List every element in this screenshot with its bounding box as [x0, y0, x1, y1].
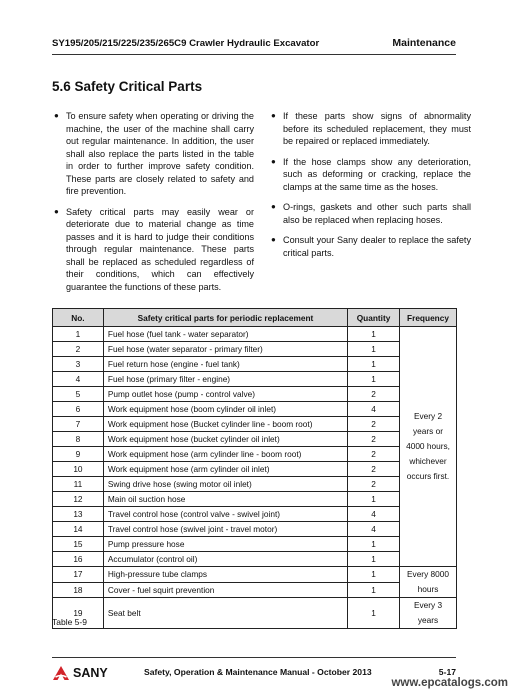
- quantity-cell: 4: [348, 402, 400, 417]
- row-number: 18: [53, 582, 104, 598]
- row-number: 16: [53, 552, 104, 567]
- page-header: [52, 36, 456, 55]
- bullet-item: [271, 201, 471, 226]
- safety-parts-table: [52, 308, 457, 629]
- section-title: 5.6 Safety Critical Parts: [52, 79, 203, 94]
- column-header-no: No.: [53, 309, 104, 327]
- row-number: 19: [53, 598, 104, 629]
- quantity-cell: 1: [348, 372, 400, 387]
- table-row: [53, 462, 457, 477]
- quantity-cell: 1: [348, 342, 400, 357]
- part-name: Travel control hose (control valve - swivel joint): [103, 507, 347, 522]
- table-row: [53, 492, 457, 507]
- table-body: [53, 327, 457, 629]
- bullet-item: [271, 156, 471, 194]
- part-name: Pump outlet hose (pump - control valve): [103, 387, 347, 402]
- table-row: [53, 342, 457, 357]
- part-name: Work equipment hose (boom cylinder oil inlet): [103, 402, 347, 417]
- table-header-row: [53, 309, 457, 327]
- row-number: 15: [53, 537, 104, 552]
- bullet-icon: ●: [54, 206, 59, 216]
- frequency-cell: Every 2 years or 4000 hours, whichever occurs first.: [400, 327, 457, 567]
- table-row: [53, 507, 457, 522]
- quantity-cell: 1: [348, 537, 400, 552]
- quantity-cell: 4: [348, 507, 400, 522]
- bullet-text: O-rings, gaskets and other such parts shall also be replaced when replacing hoses.: [283, 202, 471, 225]
- table-row: [53, 477, 457, 492]
- part-name: Seat belt: [103, 598, 347, 629]
- row-number: 6: [53, 402, 104, 417]
- manual-title: Safety, Operation & Maintenance Manual - October 2013: [144, 667, 372, 677]
- bullet-item: [54, 206, 254, 294]
- row-number: 7: [53, 417, 104, 432]
- part-name: Fuel hose (water separator - primary filter): [103, 342, 347, 357]
- part-name: Work equipment hose (Bucket cylinder line - boom root): [103, 417, 347, 432]
- row-number: 3: [53, 357, 104, 372]
- bullet-icon: ●: [271, 111, 276, 120]
- section-label: Maintenance: [392, 37, 456, 49]
- bullet-icon: ●: [271, 156, 276, 166]
- row-number: 8: [53, 432, 104, 447]
- part-name: Work equipment hose (arm cylinder line - boom root): [103, 447, 347, 462]
- row-number: 13: [53, 507, 104, 522]
- table-row: [53, 402, 457, 417]
- row-number: 5: [53, 387, 104, 402]
- bullet-icon: ●: [271, 202, 276, 211]
- part-name: Main oil suction hose: [103, 492, 347, 507]
- bullet-text: If the hose clamps show any deterioration, such as deforming or cracking, replace the clamps at the same time as the hoses.: [283, 156, 471, 192]
- part-name: Fuel hose (primary filter - engine): [103, 372, 347, 387]
- page-number: 5-17: [438, 667, 456, 677]
- bullet-item: [54, 110, 254, 198]
- part-name: Swing drive hose (swing motor oil inlet): [103, 477, 347, 492]
- part-name: Fuel return hose (engine - fuel tank): [103, 357, 347, 372]
- frequency-cell: Every 3 years: [400, 598, 457, 629]
- quantity-cell: 2: [348, 477, 400, 492]
- model-title: SY195/205/215/225/235/265C9 Crawler Hydraulic Excavator: [52, 38, 320, 49]
- table-row: [53, 447, 457, 462]
- right-bullet-column: [271, 110, 471, 267]
- quantity-cell: 2: [348, 432, 400, 447]
- quantity-cell: 1: [348, 327, 400, 342]
- row-number: 12: [53, 492, 104, 507]
- table-row: [53, 567, 457, 583]
- table-row: [53, 372, 457, 387]
- table-row: [53, 537, 457, 552]
- table-caption: Table 5-9: [52, 617, 87, 627]
- quantity-cell: 2: [348, 417, 400, 432]
- quantity-cell: 2: [348, 462, 400, 477]
- table-row: [53, 432, 457, 447]
- row-number: 2: [53, 342, 104, 357]
- column-header-part: Safety critical parts for periodic replacement: [103, 309, 347, 327]
- row-number: 4: [53, 372, 104, 387]
- bullet-icon: ●: [271, 235, 276, 244]
- part-name: Fuel hose (fuel tank - water separator): [103, 327, 347, 342]
- part-name: Work equipment hose (bucket cylinder oil inlet): [103, 432, 347, 447]
- row-number: 1: [53, 327, 104, 342]
- quantity-cell: 1: [348, 552, 400, 567]
- table-row: [53, 522, 457, 537]
- row-number: 10: [53, 462, 104, 477]
- table-row: [53, 552, 457, 567]
- part-name: Travel control hose (swivel joint - travel motor): [103, 522, 347, 537]
- quantity-cell: 1: [348, 357, 400, 372]
- table-row: [53, 327, 457, 342]
- frequency-cell: Every 8000 hours: [400, 567, 457, 598]
- quantity-cell: 1: [348, 582, 400, 598]
- table-row: [53, 417, 457, 432]
- sany-logo-icon: [52, 665, 70, 681]
- sany-logo: [52, 665, 108, 681]
- bullet-text: If these parts show signs of abnormality before its scheduled replacement, they must be repaired or replaced immediately.: [283, 111, 471, 146]
- bullet-text: To ensure safety when operating or driving the machine, the user of the machine shall carry out regular maintenance. In addition, the user shall also replace the parts listed in the table in order to further improve safety condition. These parts are closely related to safety and fire prevention.: [66, 111, 254, 196]
- part-name: Pump pressure hose: [103, 537, 347, 552]
- part-name: Cover - fuel squirt prevention: [103, 582, 347, 598]
- left-bullet-column: [54, 110, 254, 301]
- quantity-cell: 2: [348, 447, 400, 462]
- part-name: High-pressure tube clamps: [103, 567, 347, 583]
- row-number: 9: [53, 447, 104, 462]
- bullet-icon: ●: [54, 111, 59, 120]
- table-row: [53, 357, 457, 372]
- table-row: [53, 582, 457, 598]
- bullet-item: [271, 110, 471, 148]
- row-number: 14: [53, 522, 104, 537]
- brand-name: SANY: [73, 666, 108, 680]
- column-header-quantity: Quantity: [348, 309, 400, 327]
- bullet-text: Consult your Sany dealer to replace the safety critical parts.: [283, 235, 471, 258]
- part-name: Work equipment hose (arm cylinder oil inlet): [103, 462, 347, 477]
- row-number: 11: [53, 477, 104, 492]
- quantity-cell: 4: [348, 522, 400, 537]
- quantity-cell: 2: [348, 387, 400, 402]
- table-row: [53, 387, 457, 402]
- column-header-frequency: Frequency: [400, 309, 457, 327]
- bullet-text: Safety critical parts may easily wear or deteriorate due to material change as time passes and it is hard to judge their conditions through regular maintenance. These parts shall be replaced as scheduled regardless of their conditions, which can effectively guarantee the functions of these parts.: [66, 206, 254, 292]
- table-row: [53, 598, 457, 629]
- part-name: Accumulator (control oil): [103, 552, 347, 567]
- bullet-item: [271, 234, 471, 259]
- quantity-cell: 1: [348, 598, 400, 629]
- quantity-cell: 1: [348, 492, 400, 507]
- watermark-text: www.epcatalogs.com: [391, 677, 508, 689]
- quantity-cell: 1: [348, 567, 400, 583]
- row-number: 17: [53, 567, 104, 583]
